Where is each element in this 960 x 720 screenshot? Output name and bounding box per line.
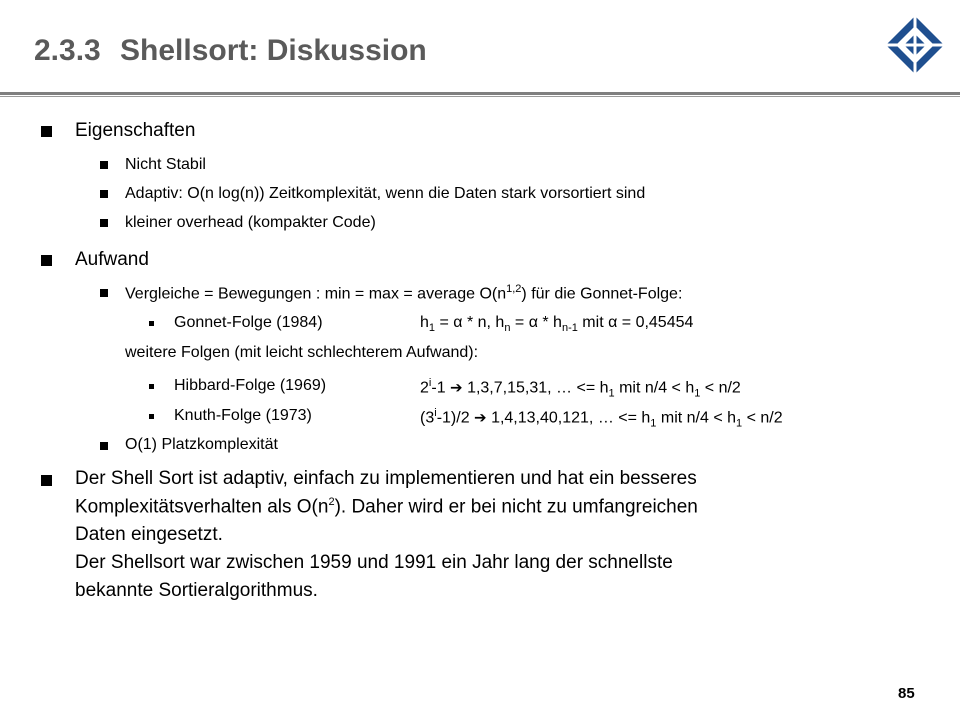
square-bullet-icon xyxy=(41,255,52,266)
list-item: Adaptiv: O(n log(n)) Zeitkomplexität, wenn die Daten stark vorsortiert sind xyxy=(125,185,646,202)
square-bullet-icon xyxy=(100,219,108,227)
diamond-logo-icon xyxy=(884,14,946,76)
square-bullet-icon xyxy=(100,442,108,450)
square-bullet-icon xyxy=(41,126,52,137)
platz-item: O(1) Platzkomplexität xyxy=(125,436,278,453)
square-bullet-icon xyxy=(149,384,154,389)
summary-line-1: Der Shell Sort ist adaptiv, einfach zu implementieren und hat ein besseres xyxy=(75,468,697,489)
weitere-folgen: weitere Folgen (mit leicht schlechterem Aufwand): xyxy=(125,344,479,361)
gonnet-label: Gonnet-Folge (1984) xyxy=(174,314,323,331)
title-rule xyxy=(0,92,960,95)
square-bullet-icon xyxy=(149,321,154,326)
square-bullet-icon xyxy=(100,289,108,297)
summary-line-2: Komplexitätsverhalten als $O(n^2)$. Daher wird er bei nicht zu umfangreichen xyxy=(75,496,698,518)
square-bullet-icon xyxy=(100,161,108,169)
square-bullet-icon xyxy=(41,475,52,486)
square-bullet-icon xyxy=(100,190,108,198)
square-bullet-icon xyxy=(149,414,154,419)
list-item: Nicht Stabil xyxy=(125,156,206,173)
page-number: 85 xyxy=(898,685,915,702)
summary-line-4: Der Shellsort war zwischen 1959 und 1991 ein Jahr lang der schnellste xyxy=(75,552,673,573)
heading-eigenschaften: Eigenschaften xyxy=(75,120,196,141)
heading-aufwand: Aufwand xyxy=(75,249,149,270)
summary-line-3: Daten eingesetzt. xyxy=(75,524,223,545)
slide-title xyxy=(34,34,427,68)
title-number: 2.3.3 xyxy=(34,34,101,67)
knuth-label: Knuth-Folge (1973) xyxy=(174,407,312,424)
list-item: kleiner overhead (kompakter Code) xyxy=(125,214,376,231)
hibbard-label: Hibbard-Folge (1969) xyxy=(174,377,327,394)
hibbard-formula: 2$^i$-1 ➔ 1,3,7,15,31, … <= $h_1$ mit $n/4 < h_1 < n/2$ xyxy=(420,377,741,400)
title-text: Shellsort: Diskussion xyxy=(120,34,427,67)
title-rule-thin xyxy=(0,96,960,97)
right-arrow-icon: ➔ xyxy=(474,409,487,427)
gonnet-formula: $h_1 = \alpha * n$, $h_n = \alpha * h_{n-1}$ mit α = 0,45454 xyxy=(420,314,694,335)
right-arrow-icon: ➔ xyxy=(450,379,463,397)
knuth-formula: (3$^i$-1)/2 ➔ 1,4,13,40,121, … <= $h_1$ mit $n/4 < h_1 < n/2$ xyxy=(420,407,783,430)
summary-line-5: bekannte Sortieralgorithmus. xyxy=(75,580,318,601)
vergleiche-line: Vergleiche = Bewegungen : min = max = average $O(n^{1,2})$ für die Gonnet-Folge: xyxy=(125,283,683,303)
